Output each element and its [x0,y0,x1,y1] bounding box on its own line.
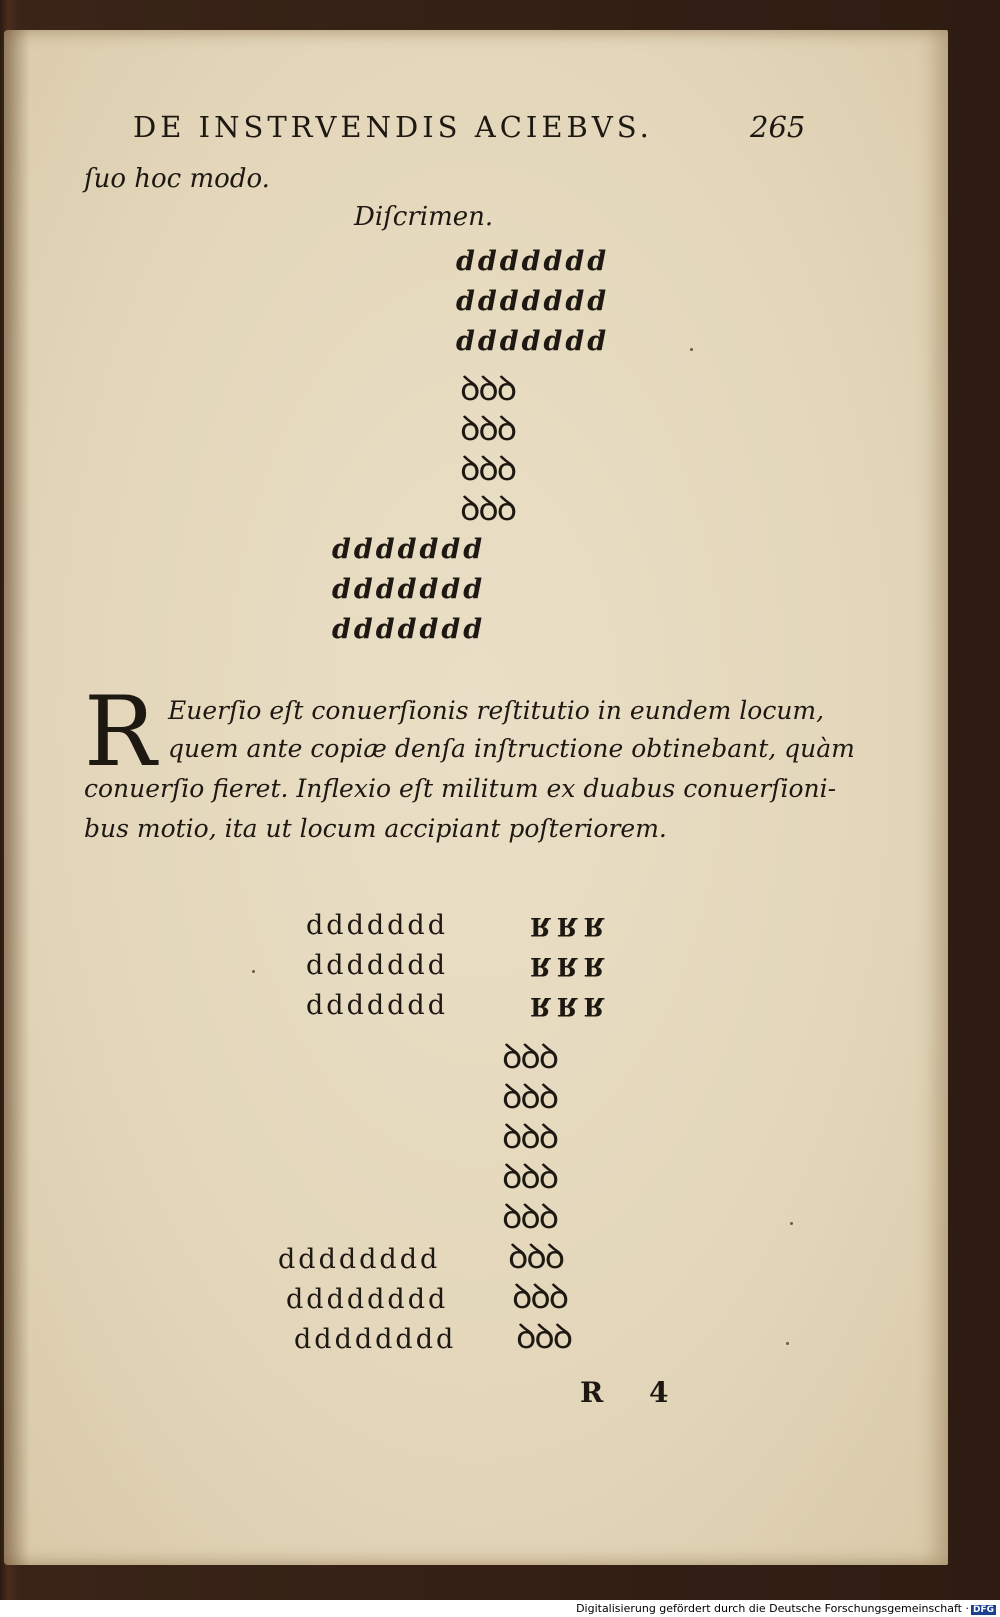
cavalry-row: ꝺꝺꝺ [502,1197,558,1237]
footer-credit-text: Digitalisierung gefördert durch die Deutsche Forschungsgemeinschaft · [576,1602,969,1615]
cavalry-row: ꝺꝺꝺ [512,1277,568,1317]
reversed-r-row: RRR [530,952,611,981]
cavalry-row: ꝺꝺꝺ [460,489,516,529]
infantry-row: ddddddd [332,534,486,565]
infantry-row: ddddddd [332,614,486,645]
paper-speck [790,1222,793,1225]
paragraph-line: Euerſio eſt conuerſionis reſtitutio in eundem locum, [168,696,825,725]
infantry-row: ddddddd [456,286,610,317]
diagram-label: Diſcrimen. [354,202,494,232]
cavalry-row: ꝺꝺꝺ [502,1157,558,1197]
running-title: DE INSTRVENDIS ACIEBVS. [133,110,653,144]
cavalry-row: ꝺꝺꝺ [502,1037,558,1077]
intro-phrase: ſuo hoc modo. [84,164,270,194]
infantry-row: ddddddd [332,574,486,605]
infantry-row: dddddddd [294,1324,457,1355]
paper-speck [252,970,255,973]
footer-credit [576,1602,996,1615]
infantry-row: dddddddd [286,1284,449,1315]
cavalry-row: ꝺꝺꝺ [502,1117,558,1157]
cavalry-row: ꝺꝺꝺ [502,1077,558,1117]
infantry-row: ddddddd [306,990,448,1021]
cavalry-row: ꝺꝺꝺ [516,1317,572,1357]
infantry-row: ddddddd [306,950,448,981]
paragraph-line: conuerſio fieret. Inflexio eſt militum ex duabus conuerſioni- [84,774,837,803]
dfg-logo: DFG [972,1605,994,1615]
cavalry-row: ꝺꝺꝺ [460,409,516,449]
paragraph-line: quem ante copiæ denſa inſtructione obtinebant, quàm [168,734,855,763]
infantry-row: ddddddd [456,246,610,277]
infantry-row: dddddddd [278,1244,441,1275]
cavalry-row: ꝺꝺꝺ [460,369,516,409]
reversed-r-row: RRR [530,912,611,941]
reversed-r-row: RRR [530,992,611,1021]
paragraph-line: bus motio, ita ut locum accipiant poſteriorem. [84,814,667,843]
spine-shadow [4,30,30,1565]
paper-speck [786,1342,789,1345]
cavalry-row: ꝺꝺꝺ [460,449,516,489]
paper-speck [690,348,693,351]
infantry-row: ddddddd [456,326,610,357]
infantry-row: ddddddd [306,910,448,941]
signature-mark: R 4 [580,1376,687,1409]
page-number: 265 [750,110,806,144]
drop-cap: R [84,676,157,788]
cavalry-row: ꝺꝺꝺ [508,1237,564,1277]
